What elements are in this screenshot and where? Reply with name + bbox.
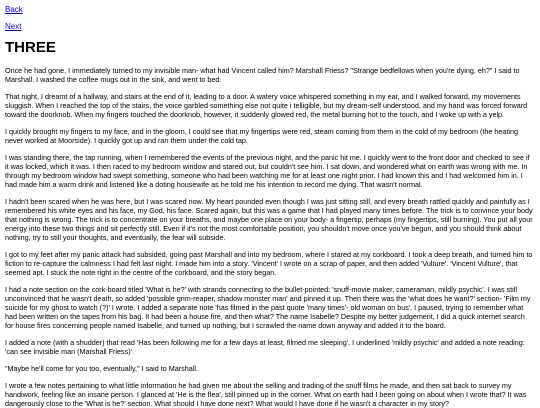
chapter-title: THREE [5,39,56,56]
paragraph: "Maybe he'll come for you too, eventually," I said to Marshall. [5,364,198,373]
paragraph: I was standing there, the tap running, when I remembered the events of the previous night, and the panic hit me. I quickly went to the front door and checked to see if it was locked, which it was. I then raced to my bedroom window and stared out, but couldn't see him. I sat down, and wondered what on earth was wrong with me. In through my bedroom window had swept something, someone who had been watching me for at least one night prior. I had known this and I had welcomed him in. I had made him a warm drink and listened like a doting housewife as he told me his intention to record me dying. That wasn't normal. [5,153,530,189]
paragraph: I wrote a few notes pertaining to what little information he had given me about the selling and trading of the snuff films he made, and then sat back to survey my handiwork, feeling like an insane person. I glanced at 'He is the flea', still pinned up in the corner. What on earth had I been going on about when I wrote that? It was dangerously close to the 'What is he?' section. What should I have done next? What would I have done if he wasn't a character in my story? [5,381,527,408]
paragraph: Once he had gone, I immediately turned to my invisible man- what had Vincent called him? Marshall Friess? "Strange bedfellows when you're dying, eh?" I said to Marshall. I washed the coffee mugs out in the sink, and went to bed. [5,66,520,84]
back-link[interactable]: Back [5,5,23,14]
paragraph: I hadn't been scared when he was here, but I was scared now. My heart pounded even though I was just sitting still, and every breath rattled quickly and painfully as I remembered his white eyes and his face, my God, his face. Scared again, but this was a game that I had played many times before. The trick is to convince your body that nothing is wrong. The trick is to concentrate on your breaths, and maybe one place on your body- a fingertip, perhaps (my fingertips, still burning). You put all your energy into these two things and sit perfectly still. Even if it's not the most comfortable position, you shouldn't move once you've begun, and you should think about nothing, try to still your thoughts, and eventually, the fear will subside. [5,197,533,242]
chapter-body [5,66,535,408]
paragraph: I quickly brought my fingers to my face, and in the gloom, I could see that my fingertips were red, steam coming from them in the cold of my bedroom (the heating never worked at Moorside). I quickly got up and ran them under the cold tap. [5,127,518,145]
paragraph: I had a note section on the cork-board titled 'What is he?' with strands connecting to the bullet-pointed: 'snuff-movie maker, cameraman, mildly psychic'. I was still unconvinced that he wasn't death, so added 'possible grim-reaper, shadow monster man' and pinned it up. Then there was the 'what does he want?' section- 'Film my suicide for my ghost to watch (?)' I wrote. I added a separate note 'has filmed in the past quote 'many times'- old woman on bus'. I paused, trying to remember what had been written on the tapes from his bag. It had been a house fire, and then what? The name Isabelle? Despite my better judgement, I did a quick internet search for house fires concerning people named Isabelle, and turned up nothing, but I scrawled the name down anyway and added it to the board. [5,285,531,330]
paragraph: I got to my feet after my panic attack had subsided, going past Marshall and into my bedroom, where I stared at my corkboard. I took a deep breath, and turned him to fiction to re-capture the calmness I had felt last night. I made him into a story. 'Vincent' I wrote on a scrap of paper, and then added 'Vulture'. 'Vincent Vulture', that seemed apt. I stuck the note right in the centre of the corkboard, and the story began. [5,250,533,277]
paragraph: I added a note (with a shudder) that read 'Has been following me for a few days at least, filmed me sleeping'. I underlined 'mildly psychic' and added a note reading: 'can see invisible man (Marshall Friess)'. [5,338,525,356]
paragraph: That night, I dreamt of a hallway, and stairs at the end of it, leading to a door. A watery voice whispered something in my ear, and I walked forward, my movements sluggish. When I reached the top of the stairs, the voice garbled something else not quite i telligible, but my dream-self understood, and my hand was forced forward toward the doorknob. When my fingers touched the doorknob, however, it suddenly glowed red, the metal burning hot to the touch, and I woke up with a yelp. [5,92,528,119]
next-link[interactable]: Next [5,22,22,31]
